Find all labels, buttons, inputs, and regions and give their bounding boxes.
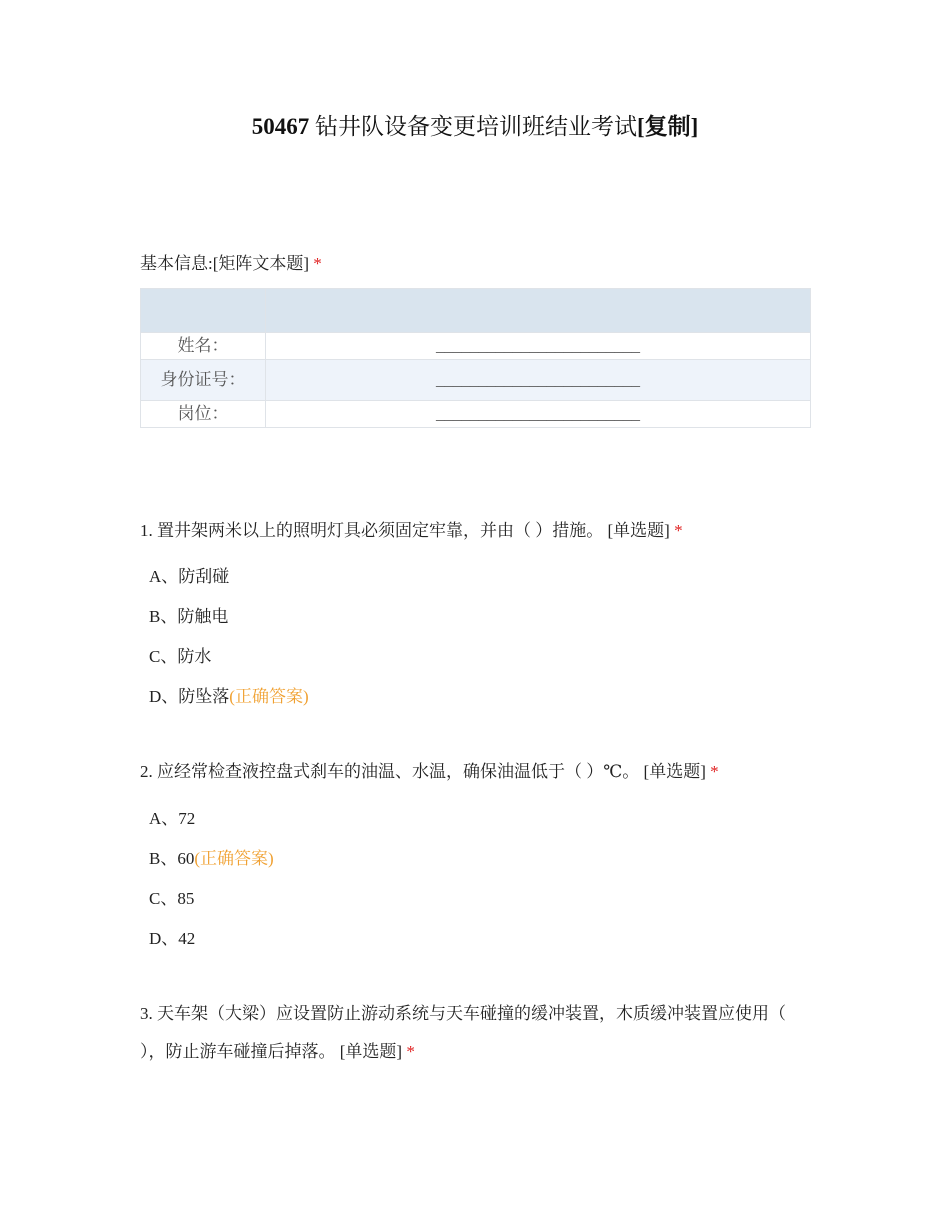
blank-line: ________________________ — [436, 336, 640, 355]
required-mark: * — [313, 254, 322, 273]
question-1-text — [140, 512, 812, 550]
option-text: C、85 — [149, 889, 195, 908]
name-input-line[interactable] — [266, 333, 811, 360]
question-text: 2. 应经常检查液控盘式刹车的油温、水温，确保油温低于（ ）℃。 — [140, 762, 640, 781]
blank-line: ________________________ — [436, 370, 640, 389]
page-title — [0, 110, 950, 144]
option-text: D、42 — [149, 929, 196, 948]
question-2-option-c[interactable] — [149, 887, 194, 911]
id-input-line[interactable] — [266, 360, 811, 401]
blank-line: ________________________ — [436, 404, 640, 423]
required-mark: * — [710, 762, 719, 781]
option-text: D、防坠落 — [149, 687, 230, 706]
matrix-row-name — [141, 333, 811, 360]
matrix-row-label: 姓名： — [141, 333, 266, 360]
correct-answer-note: (正确答案) — [229, 687, 309, 706]
question-type: [单选题] — [339, 1042, 403, 1061]
matrix-row-id — [141, 360, 811, 401]
title-suffix: [复制] — [636, 114, 699, 139]
question-2-option-d[interactable] — [149, 927, 195, 951]
question-type: [单选题] — [643, 762, 706, 781]
option-text: B、60 — [149, 849, 195, 868]
matrix-row-post — [141, 401, 811, 428]
question-1-option-c[interactable] — [149, 645, 211, 669]
option-text: A、72 — [149, 809, 196, 828]
matrix-header-row — [141, 289, 811, 333]
question-1-option-b[interactable] — [149, 605, 228, 629]
matrix-row-label: 身份证号： — [141, 360, 266, 401]
post-input-line[interactable] — [266, 401, 811, 428]
option-text: B、防触电 — [149, 607, 229, 626]
question-2-option-a[interactable] — [149, 807, 195, 831]
question-1-option-a[interactable] — [149, 565, 229, 589]
question-2-text — [140, 753, 812, 791]
question-text: 1. 置井架两米以上的照明灯具必须固定牢靠，并由（ ）措施。 — [140, 521, 604, 540]
option-text: C、防水 — [149, 647, 212, 666]
matrix-row-label: 岗位： — [141, 401, 266, 428]
question-3-text — [140, 995, 812, 1071]
option-text: A、防刮碰 — [149, 567, 230, 586]
question-1-option-d[interactable] — [149, 685, 309, 709]
basic-info-label — [140, 252, 322, 276]
question-text: 3. 天车架（大梁）应设置防止游动系统与天车碰撞的缓冲装置，木质缓冲装置应使用（ ），防止游车碰撞后掉落。 — [140, 1004, 786, 1061]
basic-info-title: 基本信息 — [140, 254, 208, 273]
title-text: 钻井队设备变更培训班结业考试 — [309, 114, 637, 139]
matrix-header-cell — [141, 289, 266, 333]
basic-info-type: :[矩阵文本题] — [208, 254, 310, 273]
question-type: [单选题] — [607, 521, 670, 540]
required-mark: * — [674, 521, 683, 540]
matrix-header-cell — [266, 289, 811, 333]
title-number: 50467 — [251, 114, 310, 139]
required-mark: * — [406, 1042, 415, 1061]
question-2-option-b[interactable] — [149, 847, 274, 871]
basic-info-matrix — [140, 288, 811, 428]
correct-answer-note: (正确答案) — [194, 849, 274, 868]
